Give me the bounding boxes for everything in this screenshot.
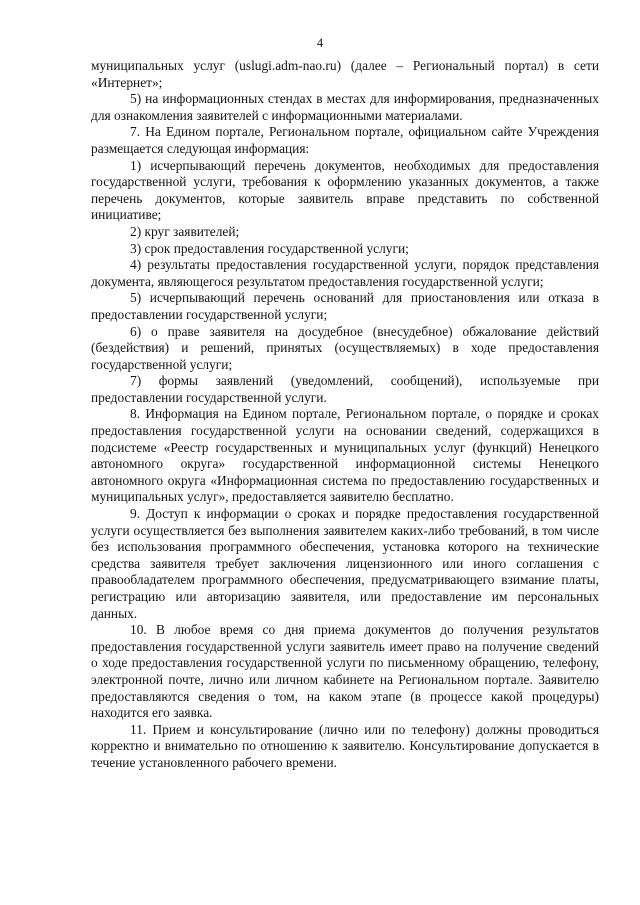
paragraph-7-item-3: 3) срок предоставления государственной услуги; xyxy=(130,240,409,256)
paragraph-7-item-2: 2) круг заявителей; xyxy=(130,223,240,239)
paragraph-8: 8. Информация на Едином портале, Региональном портале, о порядке и сроках предоставления государственной услуги на основании сведений, содержащихся в подсистеме «Реестр государственных и муниципальных услуг (функций) Ненецкого автономного округа» государственной информационной системы Ненецкого автономного округа «Информационная система по предоставлению государственных и муниципальных услуг», предоставляется заявителю бесплатно. xyxy=(91,406,599,505)
page-number: 4 xyxy=(316,36,324,50)
paragraph-7-item-5: 5) исчерпывающий перечень оснований для приостановления или отказа в предоставлении государственной услуги; xyxy=(91,290,599,322)
paragraph-11: 11. Прием и консультирование (лично или по телефону) должны проводиться корректно и внимательно по отношению к заявителю. Консультирование допускается в течение установленного рабочего времени. xyxy=(91,721,599,770)
paragraph-7: 7. На Едином портале, Региональном портале, официальном сайте Учреждения размещается следующая информация: xyxy=(91,124,599,156)
paragraph-7-item-7: 7) формы заявлений (уведомлений, сообщений), используемые при предоставлении государственной услуги. xyxy=(91,373,599,405)
document-body xyxy=(91,58,599,772)
paragraph-continuation: муниципальных услуг (uslugi.adm-nao.ru) (далее – Региональный портал) в сети «Интернет»; xyxy=(91,58,599,90)
paragraph-7-item-6: 6) о праве заявителя на досудебное (внесудебное) обжалование действий (бездействия) и решений, принятых (осуществляемых) в ходе предоставления государственной услуги; xyxy=(91,323,599,372)
paragraph-9: 9. Доступ к информации о сроках и порядке предоставления государственной услуги осуществляется без выполнения заявителем каких-либо требований, в том числе без использования программного обеспечения, установка которого на технические средства заявителя требует заключения лицензионного или иного соглашения с правообладателем программного обеспечения, предусматривающего взимание платы, регистрацию или авторизацию заявителя, или предоставление им персональных данных. xyxy=(91,506,599,621)
paragraph-10: 10. В любое время со дня приема документов до получения результатов предоставления государственной услуги заявитель имеет право на получение сведений о ходе предоставления государственной услуги по письменному обращению, телефону, электронной почте, лично или личном кабинете на Региональном портале. Заявителю предоставляются сведения о том, на каком этапе (в процессе какой процедуры) находится его заявка. xyxy=(91,622,599,721)
paragraph-item-5-stands: 5) на информационных стендах в местах для информирования, предназначенных для ознакомления заявителей с информационными материалами. xyxy=(91,91,599,123)
paragraph-7-item-4: 4) результаты предоставления государственной услуги, порядок представления документа, являющегося результатом предоставления государственной услуги; xyxy=(91,257,599,289)
paragraph-7-item-1: 1) исчерпывающий перечень документов, необходимых для предоставления государственной услуги, требования к оформлению указанных документов, а также перечень документов, которые заявитель вправе представить по собственной инициативе; xyxy=(91,157,599,223)
